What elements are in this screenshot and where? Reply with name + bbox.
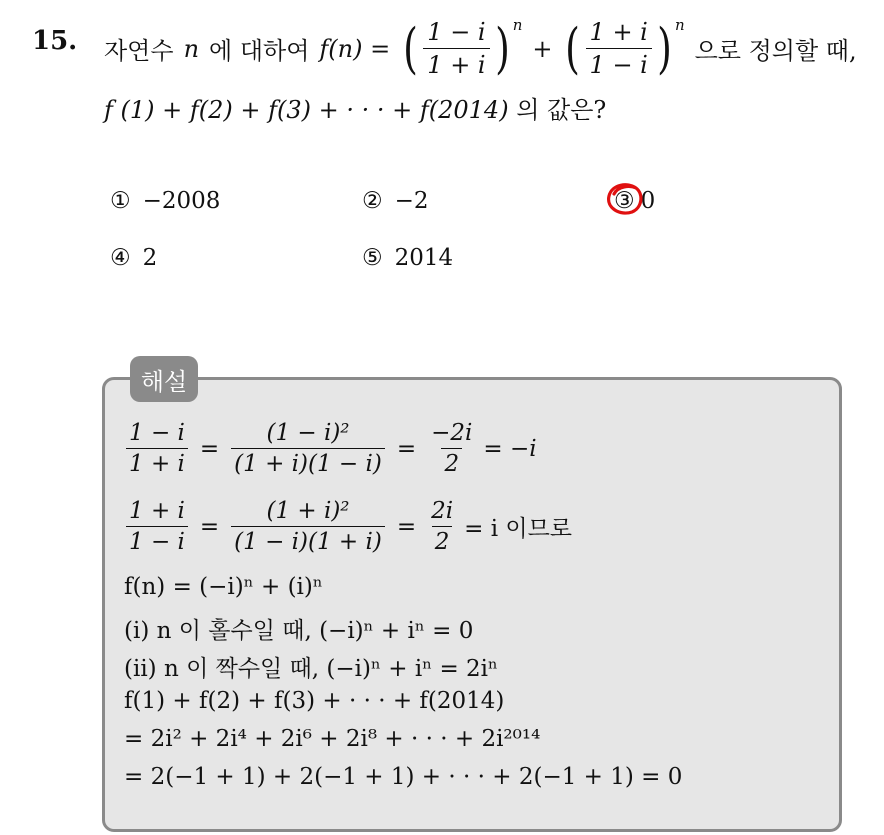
l2-frac-a-den: 1 − i <box>126 526 188 555</box>
choice-3-value: 0 <box>640 188 656 214</box>
problem-stem-line1 <box>104 15 857 80</box>
l1-frac-b <box>231 420 385 477</box>
choice-3-mark: ③ <box>614 188 635 214</box>
l1-frac-c <box>428 420 475 477</box>
solution-line-1: $\frac{1 - i}{1 + i}$ = $\frac{\text{(1 − i)²}}{(1 + i)(1 - i)}$ = $\frac{-2i}{2}$ = −i <box>124 420 537 477</box>
open-paren: ( <box>565 16 581 80</box>
l2-tail: = i 이므로 <box>464 516 573 542</box>
function-definition: f(n) = <box>319 34 391 63</box>
l1-frac-b-num: (1 − i)² <box>266 420 350 446</box>
l2-frac-c-den: 2 <box>432 526 453 555</box>
l1-frac-c-den: 2 <box>441 448 462 477</box>
sum-expression: f (1) + f(2) + f(3) + · · · + f(2014) <box>104 96 509 124</box>
close-paren: ) <box>494 16 510 80</box>
fraction-one <box>423 18 489 79</box>
choice-1-value: −2008 <box>142 188 221 214</box>
fraction-two-denominator: 1 − i <box>586 48 652 79</box>
choice-2[interactable] <box>362 188 429 214</box>
l2-frac-b-den: (1 − i)(1 + i) <box>231 526 385 555</box>
solution-line-8: = 2(−1 + 1) + 2(−1 + 1) + · · · + 2(−1 + 1) = 0 <box>124 764 683 790</box>
l2-frac-a-num: 1 + i <box>129 498 185 524</box>
solution-line-7: = 2i² + 2i⁴ + 2i⁶ + 2i⁸ + · · · + 2i²⁰¹⁴ <box>124 726 541 752</box>
solution-line-3: f(n) = (−i)ⁿ + (i)ⁿ <box>124 574 323 600</box>
stem-prefix: 자연수 <box>104 37 174 65</box>
l1-frac-a-num: 1 − i <box>129 420 185 446</box>
fraction-one-numerator: 1 − i <box>427 18 486 46</box>
l2-frac-c-num: 2i <box>431 498 454 524</box>
problem-number: 15. <box>32 26 78 56</box>
l2-frac-b <box>231 498 385 555</box>
choice-1[interactable] <box>110 188 220 214</box>
solution-tag: 해설 <box>130 356 198 402</box>
l2-frac-a <box>126 498 188 555</box>
choice-5-value: 2014 <box>394 245 454 271</box>
solution-line-4: (i) n 이 홀수일 때, (−i)ⁿ + iⁿ = 0 <box>124 618 474 644</box>
fraction-two <box>586 18 652 79</box>
solution-line-6: f(1) + f(2) + f(3) + · · · + f(2014) <box>124 688 505 714</box>
choice-4-mark: ④ <box>110 245 131 271</box>
fraction-one-denominator: 1 + i <box>423 48 489 79</box>
close-paren: ) <box>657 16 672 80</box>
choice-4-value: 2 <box>142 245 158 271</box>
exponent-one: n <box>512 15 523 34</box>
l1-frac-b-den: (1 + i)(1 − i) <box>231 448 385 477</box>
exponent-two: n <box>674 15 685 34</box>
problem-stem-line2 <box>104 90 606 125</box>
l2-frac-b-num: (1 + i)² <box>266 498 350 524</box>
choice-4[interactable] <box>110 245 157 271</box>
choice-1-mark: ① <box>110 188 131 214</box>
question-suffix: 의 값은? <box>516 96 607 124</box>
l1-frac-a-den: 1 + i <box>126 448 188 477</box>
answer-circle-icon <box>606 182 644 216</box>
l2-frac-c <box>428 498 456 555</box>
l1-frac-a <box>126 420 188 477</box>
stem-variable: n <box>183 34 200 63</box>
stem-suffix: 으로 정의할 때, <box>694 37 857 65</box>
solution-line-5: (ii) n 이 짝수일 때, (−i)ⁿ + iⁿ = 2iⁿ <box>124 656 498 682</box>
fraction-two-numerator: 1 + i <box>589 18 648 46</box>
plus-sign: + <box>532 34 553 63</box>
solution-line-2: $\frac{1 + i}{1 - i}$ = $\frac{\text{(1 + i)²}}{(1 - i)(1 + i)}$ = $\frac{2i}{2}$ = i 이므로 <box>124 498 572 555</box>
stem-mid: 에 대하여 <box>209 37 310 65</box>
choice-2-value: −2 <box>394 188 429 214</box>
l1-frac-c-num: −2i <box>431 420 473 446</box>
choice-5-mark: ⑤ <box>362 245 383 271</box>
choice-2-mark: ② <box>362 188 383 214</box>
l1-tail: = −i <box>483 435 537 462</box>
open-paren: ( <box>403 16 419 80</box>
choice-5[interactable] <box>362 245 453 271</box>
